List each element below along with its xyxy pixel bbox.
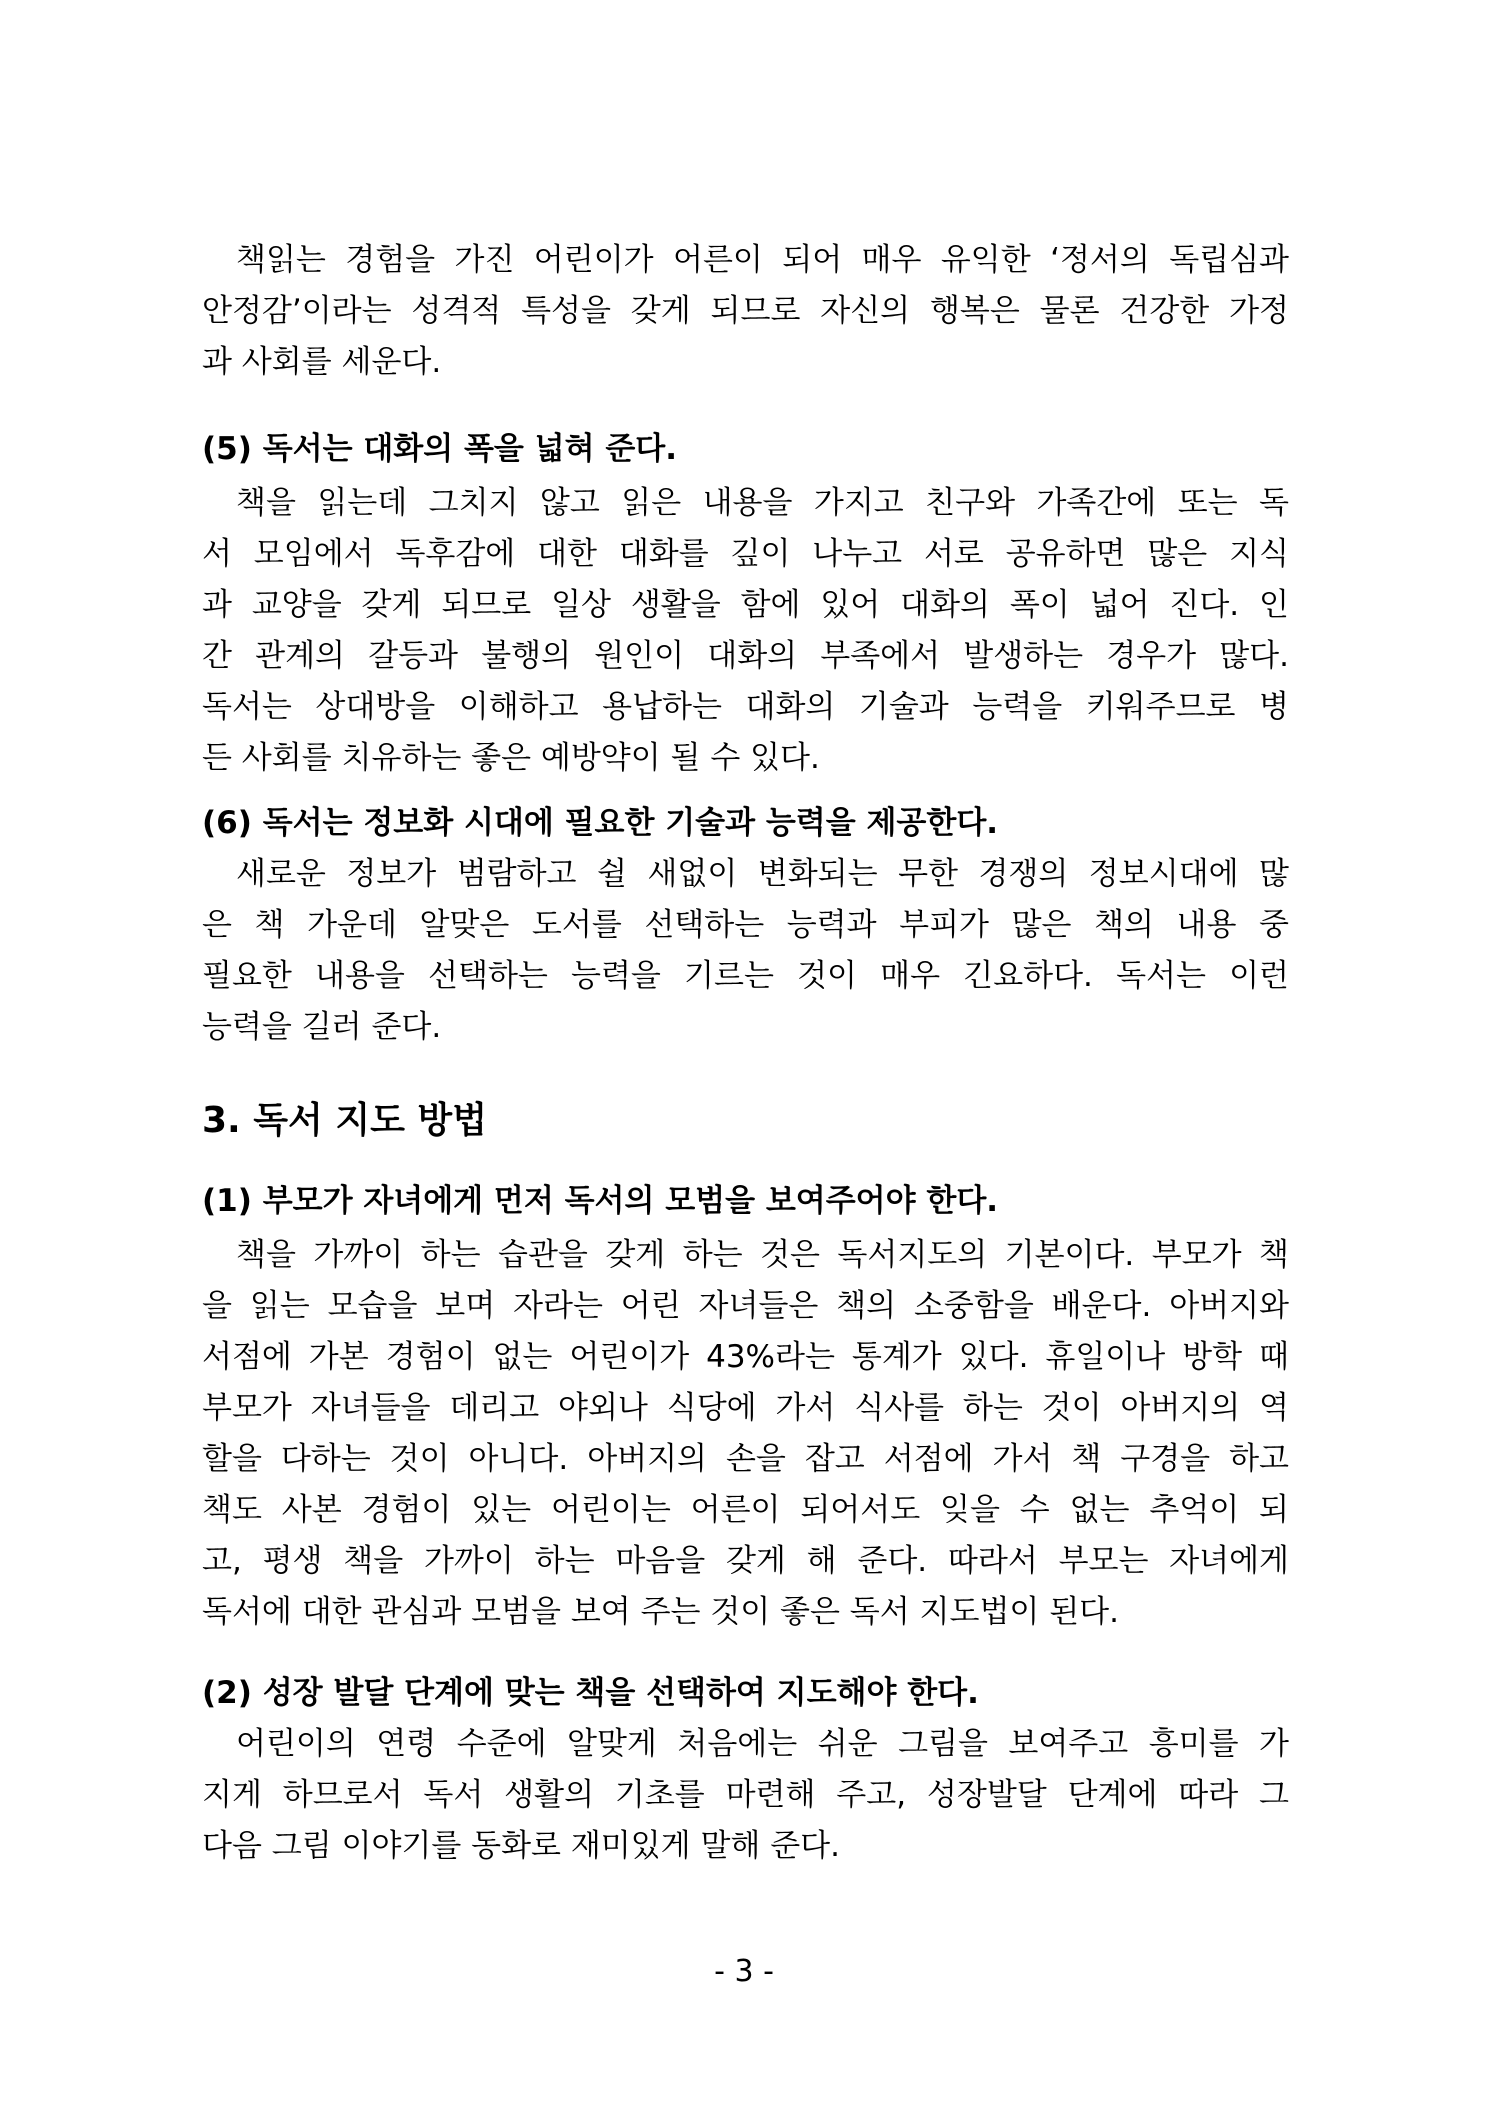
paragraph-line: 서점에 가본 경험이 없는 어린이가 43%라는 통계가 있다. 휴일이나 방학 때 (202, 1339, 1289, 1375)
paragraph-line: 책을 가까이 하는 습관을 갖게 하는 것은 독서지도의 기본이다. 부모가 책 (236, 1237, 1289, 1273)
paragraph-line: 지게 하므로서 독서 생활의 기초를 마련해 주고, 성장발달 단계에 따라 그 (202, 1777, 1289, 1813)
paragraph-line: 독서에 대한 관심과 모범을 보여 주는 것이 좋은 독서 지도법이 된다. (202, 1594, 1119, 1630)
subsection-2 (202, 1668, 1289, 1872)
paragraph-line: 고, 평생 책을 가까이 하는 마음을 갖게 해 준다. 따라서 부모는 자녀에게 (202, 1543, 1289, 1579)
section-6 (202, 798, 1289, 1053)
page-number: - 3 - (714, 1954, 774, 1989)
intro-paragraph (202, 235, 1289, 388)
paragraph-line: 안정감’이라는 성격적 특성을 갖게 되므로 자신의 행복은 물론 건강한 가정 (202, 293, 1289, 329)
paragraph-line: 어린이의 연령 수준에 알맞게 처음에는 쉬운 그림을 보여주고 흥미를 가 (236, 1726, 1289, 1762)
paragraph-line: 서 모임에서 독후감에 대한 대화를 깊이 나누고 서로 공유하면 많은 지식 (202, 536, 1289, 572)
paragraph-line: 책도 사본 경험이 있는 어린이는 어른이 되어서도 잊을 수 없는 추억이 되 (202, 1492, 1289, 1528)
paragraph-line: 부모가 자녀들을 데리고 야외나 식당에 가서 식사를 하는 것이 아버지의 역 (202, 1390, 1289, 1426)
section-heading: (1) 부모가 자녀에게 먼저 독서의 모범을 보여주어야 한다. (202, 1183, 999, 1219)
section-5 (202, 424, 1289, 784)
section-heading: (2) 성장 발달 단계에 맞는 책을 선택하여 지도해야 한다. (202, 1675, 979, 1711)
paragraph-line: 능력을 길러 준다. (202, 1009, 442, 1045)
paragraph-line: 책읽는 경험을 가진 어린이가 어른이 되어 매우 유익한 ‘정서의 독립심과 (236, 242, 1289, 278)
paragraph-line: 과 사회를 세운다. (202, 344, 442, 380)
paragraph-line: 필요한 내용을 선택하는 능력을 기르는 것이 매우 긴요하다. 독서는 이런 (202, 958, 1289, 994)
paragraph-line: 은 책 가운데 알맞은 도서를 선택하는 능력과 부피가 많은 책의 내용 중 (202, 907, 1289, 943)
section-heading: (6) 독서는 정보화 시대에 필요한 기술과 능력을 제공한다. (202, 805, 999, 841)
chapter-heading: 3. 독서 지도 방법 (202, 1100, 487, 1141)
chapter-3 (202, 1095, 1289, 1146)
paragraph-line: 든 사회를 치유하는 좋은 예방약이 될 수 있다. (202, 740, 820, 776)
paragraph-line: 간 관계의 갈등과 불행의 원인이 대화의 부족에서 발생하는 경우가 많다. (202, 638, 1289, 674)
paragraph-line: 독서는 상대방을 이해하고 용납하는 대화의 기술과 능력을 키워주므로 병 (202, 689, 1289, 725)
paragraph-line: 과 교양을 갖게 되므로 일상 생활을 함에 있어 대화의 폭이 넓어 진다. 인 (202, 587, 1289, 623)
section-heading: (5) 독서는 대화의 폭을 넓혀 준다. (202, 431, 677, 467)
paragraph-line: 할을 다하는 것이 아니다. 아버지의 손을 잡고 서점에 가서 책 구경을 하고 (202, 1441, 1289, 1477)
subsection-1 (202, 1176, 1289, 1638)
paragraph-line: 을 읽는 모습을 보며 자라는 어린 자녀들은 책의 소중함을 배운다. 아버지와 (202, 1288, 1289, 1324)
paragraph-line: 책을 읽는데 그치지 않고 읽은 내용을 가지고 친구와 가족간에 또는 독 (236, 485, 1289, 521)
paragraph-line: 새로운 정보가 범람하고 쉴 새없이 변화되는 무한 경쟁의 정보시대에 많 (236, 856, 1289, 892)
paragraph-line: 다음 그림 이야기를 동화로 재미있게 말해 준다. (202, 1828, 840, 1864)
